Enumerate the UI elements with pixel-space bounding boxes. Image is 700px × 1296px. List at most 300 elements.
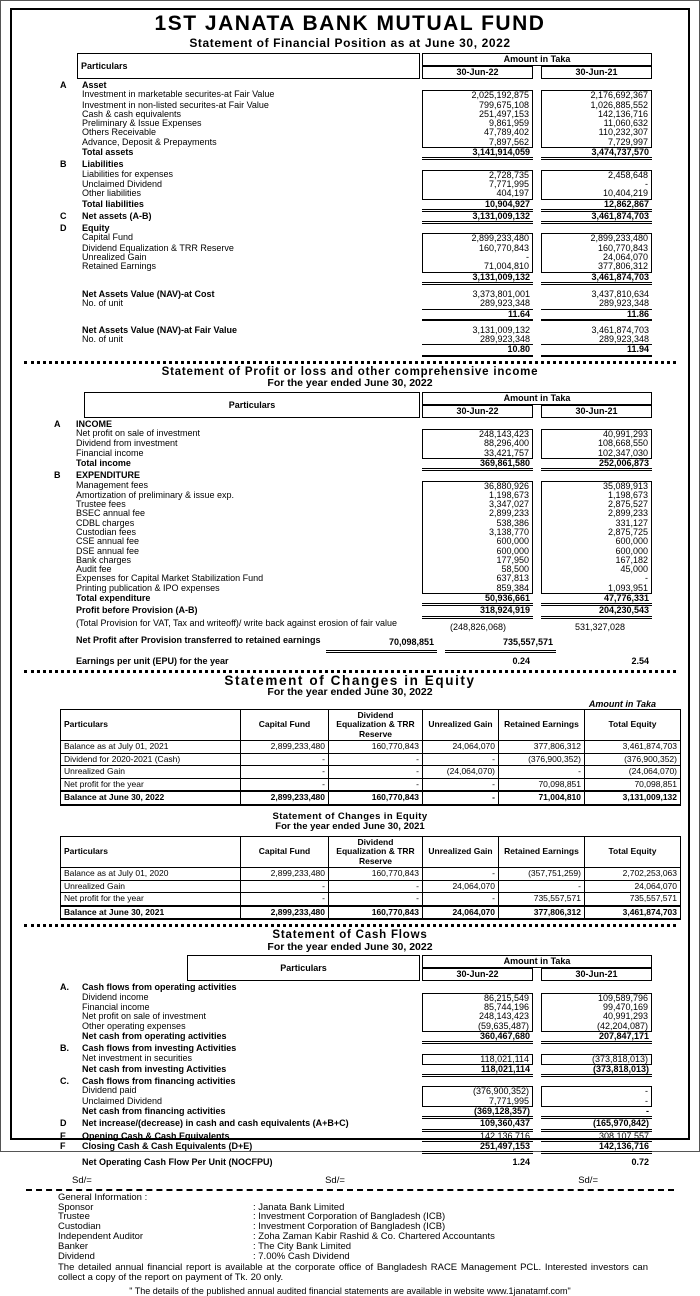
cell: - — [329, 766, 423, 779]
cell: - — [423, 893, 499, 906]
equity-total-row — [61, 906, 681, 920]
cell: 2,899,233,480 — [241, 906, 329, 920]
table-row — [58, 335, 652, 345]
value-2022: 7,897,562 — [422, 138, 533, 148]
cell: - — [499, 766, 585, 779]
header-cell: Dividend Equalization & TRR Reserve — [329, 836, 423, 868]
cell: 2,702,253,063 — [585, 868, 681, 881]
table-header — [77, 53, 652, 79]
table-row — [58, 290, 652, 299]
info-label: Banker — [58, 1241, 89, 1253]
cell: - — [423, 753, 499, 766]
value-2022: (369,128,357) — [422, 1107, 533, 1119]
table-row — [52, 459, 652, 471]
equity-2022-title: Statement of Changes in Equity — [224, 672, 476, 688]
row-label: Net Profit after Provision transferred to retained earnings — [76, 634, 321, 645]
amount-in-taka-header: Amount in Taka — [422, 53, 652, 66]
value-2021: 99,470,169 — [541, 1003, 652, 1012]
cell: 377,806,312 — [499, 906, 585, 920]
table-row — [52, 606, 652, 618]
row-label: Asset — [82, 80, 107, 90]
cash-flows-table — [58, 955, 652, 1167]
value-2022: 1,198,673 — [422, 491, 533, 500]
value-2022: 360,467,680 — [422, 1032, 533, 1044]
row-label: Financial income — [82, 1002, 150, 1013]
value-2021: 11,060,632 — [541, 119, 652, 128]
dotted-separator — [24, 361, 676, 364]
value-2022: 71,004,810 — [422, 262, 533, 272]
row-label: Closing Cash & Cash Equivalents (D+E) — [82, 1140, 253, 1151]
value-2021: (373,818,013) — [541, 1065, 652, 1077]
profit-loss-subtitle: For the year ended June 30, 2022 — [267, 377, 433, 390]
row-label — [82, 310, 422, 321]
value-2021: 12,862,867 — [541, 200, 652, 212]
row-label: Opening Cash & Cash Equivalents — [82, 1130, 230, 1141]
row-label: Dividend from investment — [76, 438, 178, 449]
equity-header-row — [61, 836, 681, 868]
row-label: Others Receivable — [82, 127, 157, 138]
value-2021: 2,899,233 — [541, 509, 652, 518]
header-cell: Retained Earnings — [499, 709, 585, 741]
row-label: No. of unit — [82, 298, 124, 309]
value-2021: 40,991,293 — [541, 429, 652, 439]
value-2022: 10,904,927 — [422, 200, 533, 212]
cell: - — [241, 766, 329, 779]
value-2022: 859,384 — [422, 584, 533, 594]
table-row — [58, 1142, 652, 1154]
value-2022: 2,899,233 — [422, 509, 533, 518]
row-label: Capital Fund — [82, 232, 134, 243]
row-label: CSE annual fee — [76, 536, 140, 547]
row-label: Cash & cash equivalents — [82, 108, 182, 119]
particulars-header: Particulars — [84, 392, 420, 418]
cell: Dividend for 2020-2021 (Cash) — [61, 753, 241, 766]
value-2021: 3,461,874,703 — [541, 273, 652, 285]
value-2021: 252,006,873 — [541, 459, 652, 471]
info-row — [58, 1252, 688, 1262]
signature: Sd/= — [578, 1174, 598, 1186]
row-label: Unclaimed Dividend — [82, 1095, 163, 1106]
section-letter: B. — [60, 1043, 69, 1054]
value-2022: 3,373,801,001 — [472, 288, 530, 299]
row-label: (Total Provision for VAT, Tax and writeoff)/ write back against erosion of fair value — [76, 617, 397, 628]
row-label: Unclaimed Dividend — [82, 178, 163, 189]
header-cell: Particulars — [61, 836, 241, 868]
value-2022: 11.64 — [422, 310, 533, 321]
value-2021: 207,847,171 — [541, 1032, 652, 1044]
amount-in-taka-note: Amount in Taka — [588, 698, 656, 709]
row-label: Earnings per unit (EPU) for the year — [76, 655, 229, 666]
value-2022: 2,025,192,875 — [422, 90, 533, 100]
value-2021: 142,136,716 — [541, 1142, 652, 1154]
equity-row — [61, 868, 681, 881]
cell: 377,806,312 — [499, 741, 585, 754]
value-2021: 7,729,997 — [541, 138, 652, 148]
value-2022: 600,000 — [422, 547, 533, 556]
value-2021: 735,557,571 — [445, 636, 556, 653]
value-2021: 47,776,331 — [541, 594, 652, 606]
row-label: Cash flows from investing Activities — [82, 1043, 237, 1054]
equity-2021-title: Statement of Changes in Equity — [272, 810, 428, 822]
value-2021: 600,000 — [541, 547, 652, 556]
cell: 160,770,843 — [329, 868, 423, 881]
row-label: Unrealized Gain — [82, 252, 147, 263]
value-2022: 799,675,108 — [422, 101, 533, 110]
cell: - — [329, 893, 423, 906]
header-cell: Total Equity — [585, 709, 681, 741]
row-label: Custodian fees — [76, 526, 137, 537]
section-letter: B — [60, 159, 67, 170]
value-2021: 1,093,951 — [541, 584, 652, 594]
report-availability-note: The detailed annual financial report is available at the corporate office of Bangladesh RACE Management PCL. Interested investors can collect a copy of the report on payment of Tk. 20 only. — [58, 1261, 648, 1283]
table-row — [52, 556, 652, 565]
value-2022: 404,197 — [422, 189, 533, 199]
row-label: DSE annual fee — [76, 545, 140, 556]
info-label: Dividend — [58, 1251, 95, 1263]
value-2021: - — [541, 1086, 652, 1096]
row-label: Net investment in securities — [82, 1052, 193, 1063]
row-label: Net cash from investing Activities — [82, 1063, 227, 1074]
value-2021: 3,461,874,703 — [591, 324, 649, 335]
value-2022: 70,098,851 — [326, 636, 437, 653]
info-row — [58, 1212, 688, 1222]
cell: 24,064,070 — [423, 741, 499, 754]
value-2022: 160,770,843 — [422, 244, 533, 253]
header-cell: Capital Fund — [241, 836, 329, 868]
equity-header-row — [61, 709, 681, 741]
row-label: Total liabilities — [82, 198, 144, 209]
value-2022: 0.24 — [512, 655, 530, 666]
particulars-header: Particulars — [77, 53, 420, 79]
info-value: : Janata Bank Limited — [253, 1201, 345, 1213]
table-row — [58, 299, 652, 309]
value-2022: 85,744,196 — [422, 1003, 533, 1012]
cell: - — [241, 753, 329, 766]
cell: Net profit for the year — [61, 778, 241, 791]
section-letter: C — [60, 210, 67, 221]
value-2021: 204,230,543 — [541, 606, 652, 618]
value-2022: 2,899,233,480 — [422, 233, 533, 243]
section-letter: C. — [60, 1076, 69, 1087]
value-2021: - — [541, 1107, 652, 1119]
value-2021: 24,064,070 — [541, 253, 652, 262]
row-label: Profit before Provision (A-B) — [76, 605, 198, 616]
cell: 70,098,851 — [585, 778, 681, 791]
info-row — [58, 1232, 688, 1242]
equity-row — [61, 766, 681, 779]
cell: 24,064,070 — [423, 880, 499, 893]
equity-row — [61, 893, 681, 906]
row-label: Other liabilities — [82, 188, 142, 199]
value-2021: 1,198,673 — [541, 491, 652, 500]
signature-row — [72, 1176, 598, 1186]
table-row — [52, 636, 652, 653]
cell: 160,770,843 — [329, 741, 423, 754]
value-2021: 35,089,913 — [541, 481, 652, 491]
section-letter: A. — [60, 982, 69, 993]
table-row — [52, 509, 652, 518]
row-label: Trustee fees — [76, 499, 126, 510]
cell: (376,900,352) — [499, 753, 585, 766]
value-2022: 600,000 — [422, 537, 533, 546]
value-2021: 377,806,312 — [541, 262, 652, 272]
value-2022: 637,813 — [422, 574, 533, 583]
row-label: Total assets — [82, 147, 134, 158]
section-letter: F — [60, 1140, 66, 1151]
value-2022: 118,021,114 — [422, 1065, 533, 1077]
equity-row — [61, 753, 681, 766]
value-2022: 248,143,423 — [422, 429, 533, 439]
value-2021: 2,176,692,367 — [541, 90, 652, 100]
table-row — [52, 449, 652, 459]
section-letter: E — [60, 1130, 67, 1141]
row-label: Printing publication & IPO expenses — [76, 582, 220, 593]
row-label: Financial income — [76, 447, 144, 458]
table-row — [58, 224, 652, 233]
value-2021: 289,923,348 — [541, 299, 652, 309]
row-label: Net Assets Value (NAV)-at Cost — [82, 288, 215, 299]
profit-loss-title: Statement of Profit or loss and other comprehensive income — [161, 365, 539, 378]
value-2022: 2,728,735 — [422, 170, 533, 180]
table-row — [52, 519, 652, 528]
cell: (24,064,070) — [423, 766, 499, 779]
equity-2022-subtitle: For the year ended June 30, 2022 — [267, 686, 433, 699]
row-label: Amortization of preliminary & issue exp. — [76, 489, 235, 500]
value-2022: 251,497,153 — [422, 110, 533, 119]
row-label — [82, 345, 422, 356]
table-row — [58, 310, 652, 321]
column-header-2022: 30-Jun-22 — [422, 405, 533, 418]
cell: - — [423, 868, 499, 881]
row-label: Investment in non-listed securites-at Fair Value — [82, 99, 269, 110]
cell: 3,461,874,703 — [585, 741, 681, 754]
column-header-2022: 30-Jun-22 — [422, 66, 533, 79]
value-2022: 248,143,423 — [422, 1012, 533, 1021]
value-2021: 3,461,874,703 — [541, 212, 652, 224]
row-label: BSEC annual fee — [76, 508, 146, 519]
signature: Sd/= — [72, 1174, 92, 1186]
value-2022: 36,880,926 — [422, 481, 533, 491]
signature: Sd/= — [325, 1174, 345, 1186]
row-label: Liabilities for expenses — [82, 168, 174, 179]
value-2021: 11.94 — [541, 345, 652, 356]
cell: 71,004,810 — [499, 791, 585, 805]
table-row — [52, 657, 652, 666]
table-header — [84, 392, 652, 418]
dashed-separator — [26, 1189, 674, 1191]
row-label: Net profit on sale of investment — [82, 1011, 207, 1022]
row-label: Bank charges — [76, 554, 132, 565]
header-cell: Unrealized Gain — [423, 836, 499, 868]
amount-header-group — [422, 392, 652, 418]
info-row — [58, 1222, 688, 1232]
table-row — [52, 619, 652, 636]
cell: Net profit for the year — [61, 893, 241, 906]
cell: 70,098,851 — [499, 778, 585, 791]
row-label: Audit fee — [76, 564, 112, 575]
table-row — [58, 148, 652, 160]
value-2022: 177,950 — [422, 556, 533, 565]
table-header — [187, 955, 652, 981]
row-label: Retained Earnings — [82, 261, 157, 272]
header-cell: Retained Earnings — [499, 836, 585, 868]
table-row — [58, 138, 652, 148]
info-value: : Investment Corporation of Bangladesh (ICB) — [253, 1221, 446, 1233]
value-2022: 289,923,348 — [422, 335, 533, 345]
equity-total-row — [61, 791, 681, 805]
section-letter: A — [60, 80, 67, 90]
value-2022: 538,386 — [422, 519, 533, 528]
row-label: Cash flows from operating activities — [82, 982, 237, 993]
equity-table-2022 — [60, 709, 681, 806]
section-letter: D — [60, 1118, 67, 1129]
cell: - — [499, 880, 585, 893]
value-2022: 251,497,153 — [422, 1142, 533, 1154]
info-label: Trustee — [58, 1211, 90, 1223]
cell: - — [329, 880, 423, 893]
info-value: : Investment Corporation of Bangladesh (ICB) — [253, 1211, 446, 1223]
row-label: Investment in marketable securites-at Fair Value — [82, 89, 275, 100]
header-cell: Particulars — [61, 709, 241, 741]
value-2022: 86,215,549 — [422, 993, 533, 1003]
value-2021: 2,875,527 — [541, 500, 652, 509]
cell: Unrealized Gain — [61, 766, 241, 779]
value-2021: 2,875,725 — [541, 528, 652, 537]
column-header-2021: 30-Jun-21 — [541, 405, 652, 418]
value-2021: 10,404,219 — [541, 189, 652, 199]
page-title: 1ST JANATA BANK MUTUAL FUND — [154, 12, 546, 35]
value-2021: (373,818,013) — [541, 1054, 652, 1065]
value-2022: 142,136,716 — [422, 1132, 533, 1142]
info-label: Custodian — [58, 1221, 101, 1233]
row-label: Net assets (A-B) — [82, 210, 152, 221]
row-label: Dividend income — [82, 991, 149, 1002]
row-label: Net Operating Cash Flow Per Unit (NOCFPU) — [82, 1157, 273, 1168]
amount-header-group — [422, 955, 652, 981]
cell: 160,770,843 — [329, 906, 423, 920]
cell: Balance as at July 01, 2021 — [61, 741, 241, 754]
equity-table-2021 — [60, 836, 681, 921]
cell: Balance at June 30, 2021 — [61, 906, 241, 920]
row-label: Liabilities — [82, 159, 124, 170]
value-2022: 10.80 — [422, 345, 533, 356]
row-label: Net Assets Value (NAV)-at Fair Value — [82, 324, 238, 335]
cash-flows-subtitle: For the year ended June 30, 2022 — [267, 940, 433, 953]
value-2021: 3,474,737,570 — [541, 148, 652, 160]
value-2022: 7,771,995 — [422, 1097, 533, 1107]
cell: 24,064,070 — [585, 880, 681, 893]
value-2022: 1.24 — [512, 1157, 530, 1168]
amount-in-taka-header: Amount in Taka — [422, 392, 652, 405]
section-letter: A — [54, 418, 61, 429]
value-2021: 2.54 — [631, 655, 649, 666]
header-cell: Capital Fund — [241, 709, 329, 741]
column-header-2022: 30-Jun-22 — [422, 968, 533, 981]
row-label: EXPENDITURE — [76, 470, 141, 481]
table-row — [58, 180, 652, 189]
value-2022: (248,826,068) — [449, 621, 506, 632]
table-row — [58, 345, 652, 356]
value-2021: 102,347,030 — [541, 449, 652, 459]
value-2021: 331,127 — [541, 519, 652, 528]
value-2021: 11.86 — [541, 310, 652, 321]
amount-in-taka-header: Amount in Taka — [422, 955, 652, 968]
cell: Balance as at July 01, 2020 — [61, 868, 241, 881]
value-2022: 118,021,114 — [422, 1054, 533, 1065]
value-2021: 3,437,810,634 — [591, 288, 649, 299]
cell: - — [241, 778, 329, 791]
row-label: Dividend Equalization & TRR Reserve — [82, 242, 234, 253]
table-row — [52, 547, 652, 556]
value-2021: 0.72 — [631, 1157, 649, 1168]
row-label: No. of unit — [82, 334, 124, 345]
table-row — [58, 212, 652, 224]
value-2021: (42,204,087) — [541, 1022, 652, 1032]
value-2021: - — [541, 180, 652, 189]
cell: - — [241, 893, 329, 906]
header-cell: Total Equity — [585, 836, 681, 868]
value-2022: 9,861,959 — [422, 119, 533, 128]
value-2021: 160,770,843 — [541, 244, 652, 253]
value-2022: 369,861,580 — [422, 459, 533, 471]
statement-financial-position-title: Statement of Financial Position as at June 30, 2022 — [189, 36, 511, 50]
value-2021: 600,000 — [541, 537, 652, 546]
value-2021: 45,000 — [541, 565, 652, 574]
info-label: Sponsor — [58, 1201, 94, 1213]
cell: 3,461,874,703 — [585, 906, 681, 920]
info-row — [58, 1242, 688, 1252]
cell: 3,131,009,132 — [585, 791, 681, 805]
value-2021: 531,327,028 — [574, 621, 625, 632]
table-row — [58, 200, 652, 212]
particulars-header: Particulars — [187, 955, 420, 981]
value-2022: 33,421,757 — [422, 449, 533, 459]
value-2022: 50,936,661 — [422, 594, 533, 606]
column-header-2021: 30-Jun-21 — [541, 66, 652, 79]
value-2022: 88,296,400 — [422, 439, 533, 448]
row-label: Total expenditure — [76, 593, 151, 604]
table-row — [58, 273, 652, 285]
cell: 2,899,233,480 — [241, 791, 329, 805]
row-label: Equity — [82, 223, 110, 234]
amount-header-group — [422, 53, 652, 79]
value-2021: - — [541, 1097, 652, 1107]
value-2021: 289,923,348 — [541, 335, 652, 345]
value-2022: 3,141,914,059 — [422, 148, 533, 160]
value-2022: 7,771,995 — [422, 180, 533, 189]
cell: - — [423, 778, 499, 791]
cell: - — [241, 880, 329, 893]
cell: (357,751,259) — [499, 868, 585, 881]
cell: Unrealized Gain — [61, 880, 241, 893]
cell: (24,064,070) — [585, 766, 681, 779]
value-2022: (376,900,352) — [422, 1086, 533, 1096]
cell: - — [329, 778, 423, 791]
cell: 24,064,070 — [423, 906, 499, 920]
value-2021: 109,589,796 — [541, 993, 652, 1003]
cell: - — [329, 753, 423, 766]
cash-flows-title: Statement of Cash Flows — [272, 929, 428, 942]
row-label: Net increase/(decrease) in cash and cash equivalents (A+B+C) — [82, 1118, 349, 1129]
equity-row — [61, 880, 681, 893]
row-label: Total income — [76, 457, 131, 468]
value-2021: 2,458,648 — [541, 170, 652, 180]
table-row — [52, 528, 652, 537]
value-2021: 142,136,716 — [541, 110, 652, 119]
value-2021: 308,107,557 — [541, 1132, 652, 1142]
value-2022: 3,131,009,132 — [422, 212, 533, 224]
column-header-2021: 30-Jun-21 — [541, 968, 652, 981]
